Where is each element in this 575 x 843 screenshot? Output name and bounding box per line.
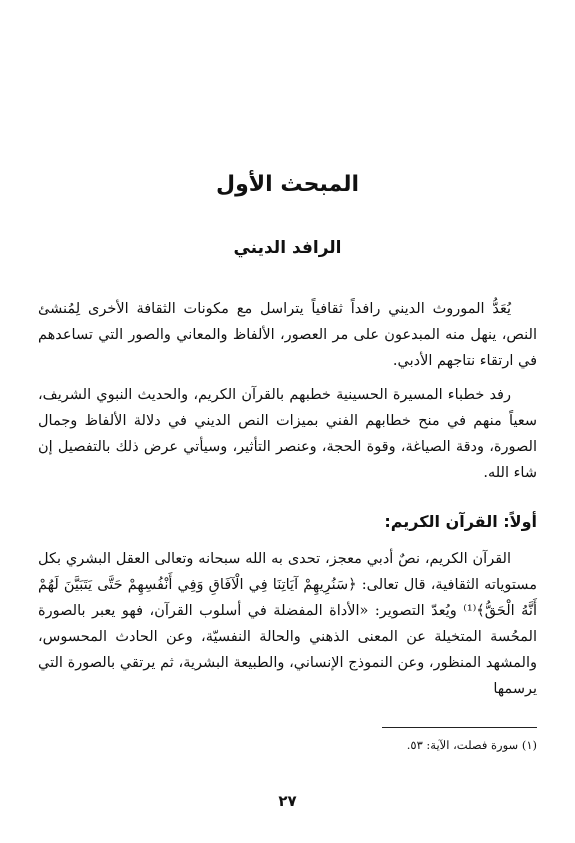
footnote-divider [382,727,537,728]
footnote: (١) سورة فصلت، الآية: ٥٣. [406,738,537,752]
chapter-title: المبحث الأول [215,172,360,197]
subheading-quran: أولاً: القرآن الكريم: [384,512,537,531]
page-number: ٢٧ [278,792,297,810]
paragraph-1: يُعَدُّ الموروث الديني رافداً ثقافياً يتراسل مع مكونات الثقافة الأخرى لِمُنشئ النص، ينهل منه المبدعون على مر العصور، الألفاظ والمعاني والصور التي تساعدهم في ارتقاء نتاجهم الأدبي. [38,301,537,369]
paragraph-3: القرآن الكريم، نصٌ أدبي معجز، تحدى به الله سبحانه وتعالى العقل البشري بكل مستوياته الثقافية، قال تعالى: ﴿سَنُرِيهِمْ آيَاتِنَا فِي الْآفَاقِ وَفِي أَنْفُسِهِمْ حَتَّى يَتَبَيَّنَ لَهُمْ أَنَّهُ الْحَقُّ﴾⁽¹⁾ ويُعدّ التصوير: «الأداة المفضلة في أسلوب القرآن، فهو يعبر بالصورة المحُسة المتخيلة عن المعنى الذهني والحالة النفسيّة، وعن الحادث المحسوس، والمشهد المنظور، وعن النموذج الإنساني، والطبيعة البشرية، ثم يرتقي بالصورة التي يرسمها [38,551,537,697]
paragraph-2: رفد خطباء المسيرة الحسينية خطبهم بالقرآن الكريم، والحديث النبوي الشريف، سعياً منهم في منح خطابهم الفني بميزات النص الديني في دلالة الألفاظ وجمال الصورة، ودقة الصياغة، وقوة الحجة، وعنصر التأثير، وسيأتي عرض ذلك بالتفصيل إن شاء الله. [38,387,537,481]
section-title: الرافد الديني [233,238,342,258]
